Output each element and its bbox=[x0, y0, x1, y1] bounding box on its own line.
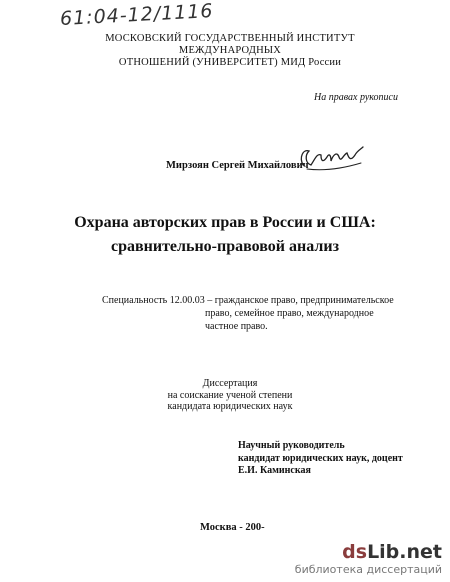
title-line-2: сравнительно-правовой анализ bbox=[110, 238, 339, 255]
city-and-year: Москва - 200- bbox=[200, 522, 265, 533]
dslib-watermark bbox=[295, 542, 442, 576]
degree-line-1: Диссертация bbox=[202, 378, 258, 389]
dissertation-title bbox=[40, 211, 410, 259]
institution-name-line-1: МОСКОВСКИЙ ГОСУДАРСТВЕННЫЙ ИНСТИТУТ МЕЖДУНАРОДНЫХ bbox=[105, 33, 355, 56]
supervisor-line-3: Е.И. Каминская bbox=[238, 465, 311, 476]
supervisor-line-1: Научный руководитель bbox=[238, 440, 345, 451]
institution-name bbox=[60, 33, 400, 69]
author-name: Мирзоян Сергей Михайлович bbox=[166, 160, 309, 171]
title-line-1: Охрана авторских прав в России и США: bbox=[74, 214, 376, 231]
handwritten-catalog-number: 61:04-12/1116 bbox=[59, 0, 215, 31]
handwritten-signature bbox=[297, 141, 367, 175]
degree-line-2: на соискание ученой степени bbox=[167, 389, 293, 401]
dslib-logo-main: Lib.net bbox=[367, 541, 442, 563]
specialty-line-2: право, семейное право, международное bbox=[205, 308, 374, 319]
dslib-tagline: библиотека диссертаций bbox=[294, 563, 442, 576]
specialty-line-1: Специальность 12.00.03 – гражданское право, предпринимательское bbox=[102, 295, 394, 306]
dslib-logo-prefix: ds bbox=[342, 541, 368, 563]
institution-name-line-2: ОТНОШЕНИЙ (УНИВЕРСИТЕТ) МИД России bbox=[118, 57, 342, 68]
dslib-logo bbox=[295, 542, 442, 562]
manuscript-rights-note: На правах рукописи bbox=[314, 92, 398, 103]
supervisor-line-2: кандидат юридических наук, доцент bbox=[238, 452, 403, 464]
supervisor-block bbox=[238, 440, 403, 478]
specialty-block bbox=[102, 294, 402, 333]
degree-statement bbox=[130, 378, 330, 413]
specialty-line-3: частное право. bbox=[205, 321, 268, 332]
degree-line-3: кандидата юридических наук bbox=[167, 401, 293, 412]
